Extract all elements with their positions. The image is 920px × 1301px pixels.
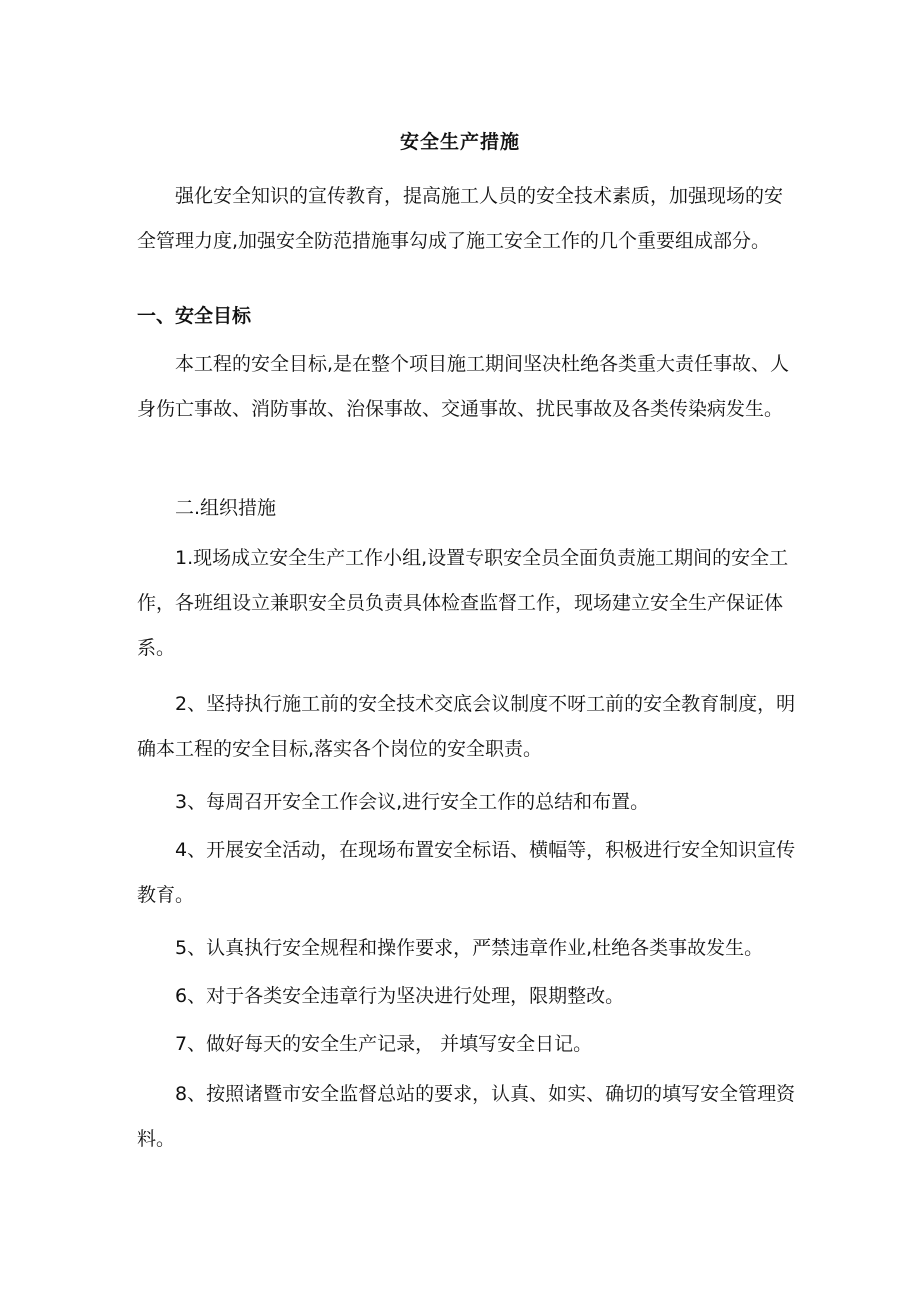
list-item-8: 8、按照诸暨市安全监督总站的要求，认真、如实、确切的填写安全管理资料。 — [137, 1083, 796, 1150]
document-title: 安全生产措施 — [399, 131, 520, 153]
section1-body: 本工程的安全目标,是在整个项目施工期间坚决杜绝各类重大责任事故、人身伤亡事故、消防事故、治保事故、交通事故、扰民事故及各类传染病发生。 — [137, 353, 790, 420]
list-item-2: 2、坚持执行施工前的安全技术交底会议制度不呀工前的安全教育制度，明确本工程的安全目标,落实各个岗位的安全职责。 — [137, 693, 796, 760]
section2-heading: 二.组织措施 — [175, 497, 277, 519]
intro-paragraph: 强化安全知识的宣传教育，提高施工人员的安全技术素质，加强现场的安全管理力度,加强安全防范措施事勾成了施工安全工作的几个重要组成部分。 — [137, 185, 784, 252]
list-item-4: 4、开展安全活动，在现场布置安全标语、横幅等，积极进行安全知识宣传教育。 — [137, 839, 796, 906]
list-item-6: 6、对于各类安全违章行为坚决进行处理，限期整改。 — [175, 985, 625, 1007]
list-item-1: 1.现场成立安全生产工作小组,设置专职安全员全面负责施工期间的安全工作，各班组设立兼职安全员负责具体检查监督工作，现场建立安全生产保证体系。 — [137, 547, 789, 659]
list-item-7: 7、做好每天的安全生产记录， 并填写安全日记。 — [175, 1033, 593, 1055]
section1-heading: 一、安全目标 — [137, 305, 252, 327]
list-item-5: 5、认真执行安全规程和操作要求，严禁违章作业,杜绝各类事故发生。 — [175, 937, 764, 959]
list-item-3: 3、每周召开安全工作会议,进行安全工作的总结和布置。 — [175, 791, 650, 813]
